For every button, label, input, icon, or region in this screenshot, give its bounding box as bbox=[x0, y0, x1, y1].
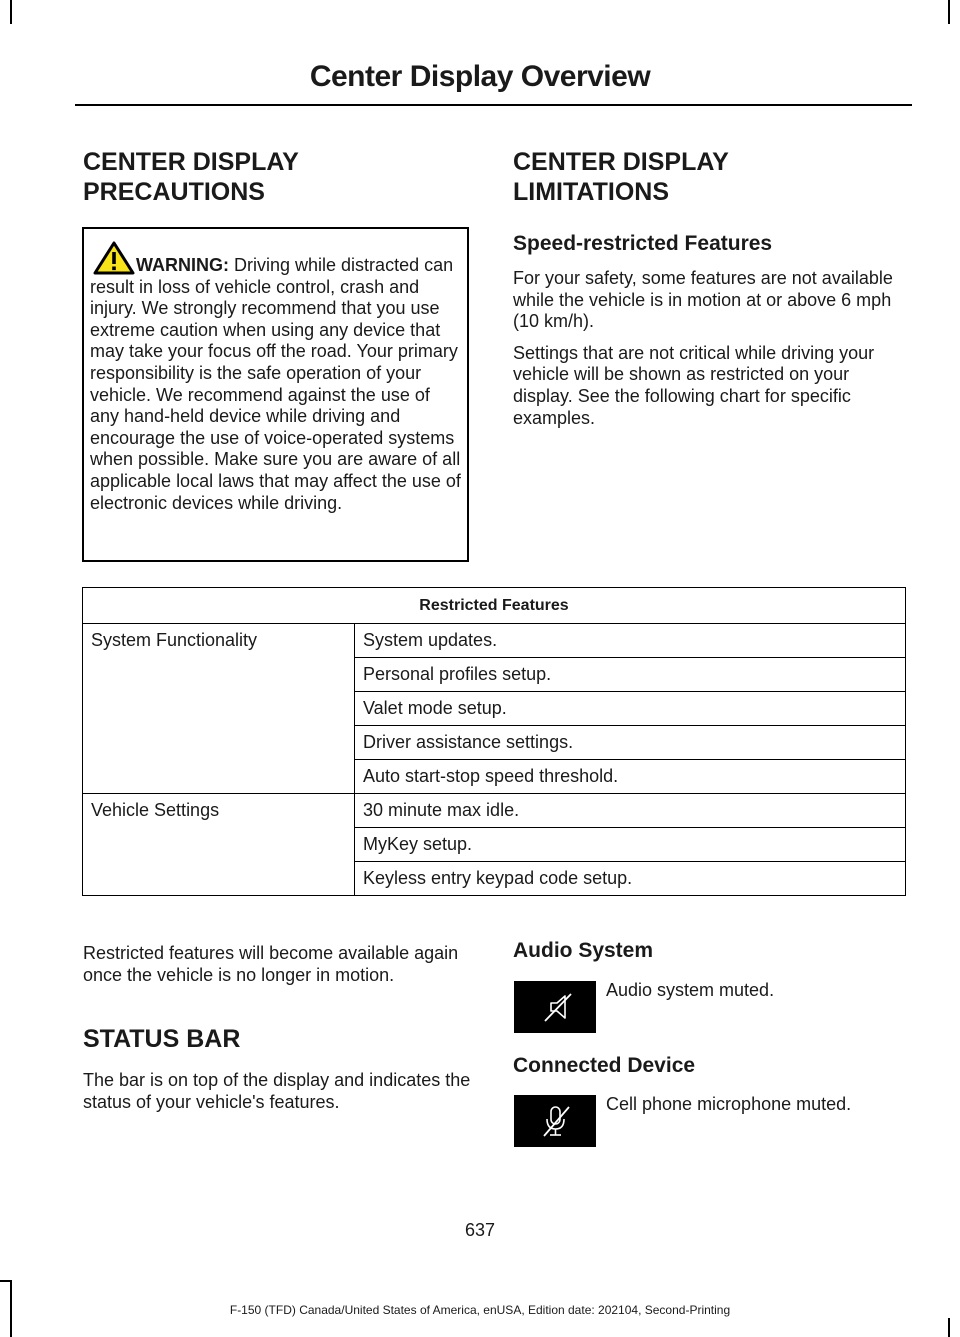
footer-edition: F-150 (TFD) Canada/United States of America, enUSA, Edition date: 202104, Second-Printing bbox=[229, 1303, 731, 1317]
table-header-row bbox=[83, 588, 906, 624]
limitations-paragraph-2: Settings that are not critical while driving your vehicle will be shown as restricted on your display. See the following chart for specific examples. bbox=[513, 342, 875, 428]
mic-muted-description: Cell phone microphone muted. bbox=[606, 1094, 852, 1114]
table-feature-cell: Keyless entry keypad code setup. bbox=[355, 862, 906, 896]
warning-text: Driving while distracted can result in loss of vehicle control, crash and injury. We strongly recommend that you use extreme caution when using any device that may take your focus off the road. Your primary responsibility is the safe operation of your vehicle. We recommend against the use of any hand-held device while driving and encourage the use of voice-operated systems when possible. Make sure you are aware of all applicable local laws that may affect the use of electronic devices while driving. bbox=[90, 255, 461, 513]
page-title: Center Display Overview bbox=[309, 60, 651, 93]
table-title: Restricted Features bbox=[83, 588, 906, 624]
warning-triangle-icon bbox=[93, 241, 135, 275]
precautions-heading bbox=[83, 147, 473, 207]
audio-muted-description: Audio system muted. bbox=[606, 980, 775, 1000]
header-divider bbox=[75, 104, 912, 106]
limitations-section bbox=[513, 147, 908, 429]
table-row bbox=[83, 624, 906, 658]
limitations-paragraph-1: For your safety, some features are not available while the vehicle is in motion at or above 6 mph (10 km/h). bbox=[513, 268, 893, 332]
crop-mark-bottom-left-horizontal bbox=[0, 1280, 12, 1282]
crop-mark-bottom-right-vertical bbox=[948, 1318, 950, 1337]
precautions-heading-line1: CENTER DISPLAY bbox=[83, 148, 299, 176]
status-bar-heading: STATUS BAR bbox=[83, 1025, 241, 1054]
table-feature-cell: MyKey setup. bbox=[355, 828, 906, 862]
table-feature-cell: 30 minute max idle. bbox=[355, 794, 906, 828]
microphone-muted-icon bbox=[514, 1095, 596, 1147]
restricted-features-table bbox=[82, 587, 906, 896]
warning-label: WARNING: bbox=[136, 255, 229, 275]
speaker-muted-icon bbox=[514, 981, 596, 1033]
table-row bbox=[83, 794, 906, 828]
table-category-cell: System Functionality bbox=[83, 624, 355, 794]
warning-box bbox=[82, 227, 469, 562]
crop-mark-top-left-vertical bbox=[10, 0, 12, 24]
after-table-section bbox=[83, 943, 473, 1113]
table-category-cell: Vehicle Settings bbox=[83, 794, 355, 896]
limitations-heading-line2: LIMITATIONS bbox=[513, 178, 669, 206]
table-feature-cell: Valet mode setup. bbox=[355, 692, 906, 726]
limitations-heading-line1: CENTER DISPLAY bbox=[513, 148, 729, 176]
page-number: 637 bbox=[464, 1220, 496, 1240]
warning-paragraph bbox=[90, 255, 461, 514]
speed-restricted-heading: Speed-restricted Features bbox=[513, 232, 773, 255]
table-feature-cell: Driver assistance settings. bbox=[355, 726, 906, 760]
table-feature-cell: System updates. bbox=[355, 624, 906, 658]
status-bar-paragraph: The bar is on top of the display and indicates the status of your vehicle's features. bbox=[83, 1070, 471, 1112]
restricted-available-paragraph: Restricted features will become available again once the vehicle is no longer in motion. bbox=[83, 943, 459, 985]
precautions-heading-line2: PRECAUTIONS bbox=[83, 178, 265, 206]
audio-system-heading: Audio System bbox=[513, 939, 654, 962]
crop-mark-top-right-vertical bbox=[948, 0, 950, 24]
table-feature-cell: Auto start-stop speed threshold. bbox=[355, 760, 906, 794]
connected-device-heading: Connected Device bbox=[513, 1054, 696, 1077]
table-feature-cell: Personal profiles setup. bbox=[355, 658, 906, 692]
